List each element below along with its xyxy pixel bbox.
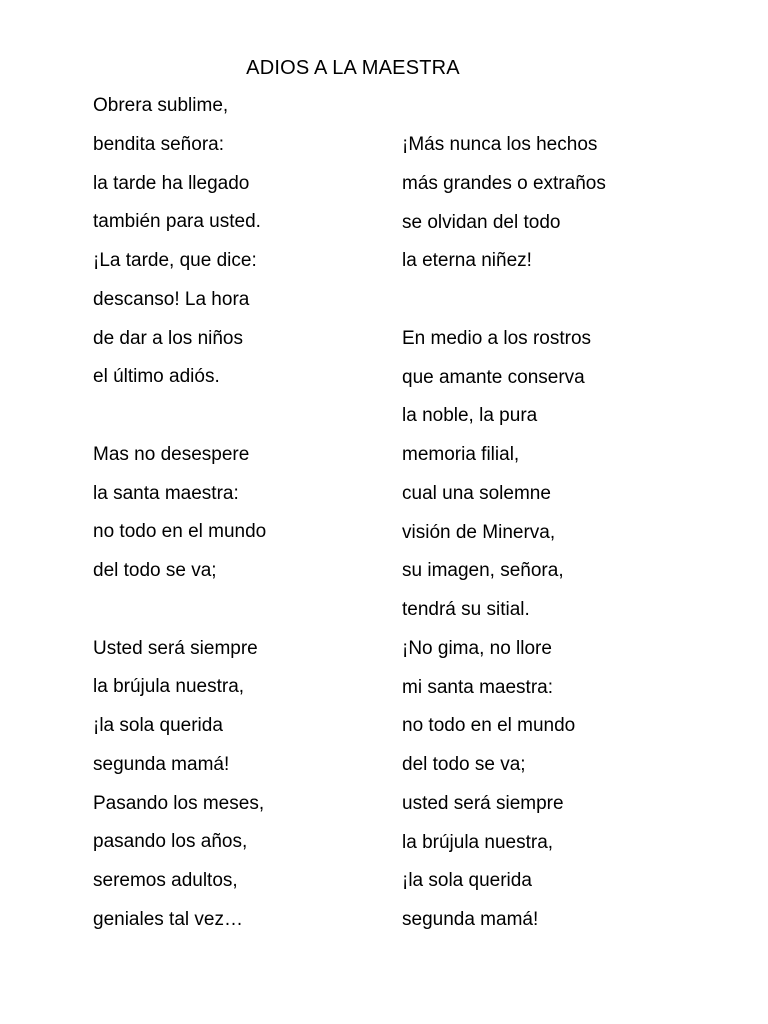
poem-line: segunda mamá! xyxy=(93,753,230,775)
poem-line: descanso! La hora xyxy=(93,288,250,310)
poem-line: visión de Minerva, xyxy=(402,521,556,543)
poem-line: la brújula nuestra, xyxy=(402,831,554,853)
poem-line: Pasando los meses, xyxy=(93,792,265,814)
poem-line: la brújula nuestra, xyxy=(93,676,245,698)
poem-line: Mas no desespere xyxy=(93,443,250,465)
poem-line: geniales tal vez… xyxy=(93,908,243,930)
poem-line: más grandes o extraños xyxy=(402,172,606,194)
poem-line: bendita señora: xyxy=(93,133,224,155)
poem-line: tendrá su sitial. xyxy=(402,599,530,620)
poem-line: segunda mamá! xyxy=(402,909,539,930)
poem-line: del todo se va; xyxy=(402,754,526,775)
poem-line: En medio a los rostros xyxy=(402,327,592,349)
poem-line: Usted será siempre xyxy=(93,637,258,659)
poem-title: ADIOS A LA MAESTRA xyxy=(246,57,460,79)
poem-line: la santa maestra: xyxy=(93,482,239,504)
poem-line: de dar a los niños xyxy=(93,327,243,349)
poem-line: no todo en el mundo xyxy=(402,715,576,737)
poem-line: también para usted. xyxy=(93,211,261,233)
poem-line: seremos adultos, xyxy=(93,870,238,891)
stanza-break xyxy=(402,287,606,326)
stanza-break xyxy=(93,597,266,636)
poem-line: memoria filial, xyxy=(402,444,520,465)
poem-line: ¡No gima, no llore xyxy=(402,637,552,659)
poem-line: su imagen, señora, xyxy=(402,560,564,582)
poem-line: del todo se va; xyxy=(93,560,217,581)
poem-line: ¡la sola querida xyxy=(402,870,532,892)
poem-line: la noble, la pura xyxy=(402,405,538,427)
poem-line: ¡Más nunca los hechos xyxy=(402,134,598,155)
poem-line: que amante conserva xyxy=(402,366,585,388)
poem-line: usted será siempre xyxy=(402,792,564,814)
poem-line: el último adiós. xyxy=(93,366,220,388)
poem-line: no todo en el mundo xyxy=(93,521,267,543)
poem-right-column xyxy=(402,132,606,946)
poem-line: cual una solemne xyxy=(402,482,551,504)
poem-line: ¡La tarde, que dice: xyxy=(93,250,257,271)
poem-line: la eterna niñez! xyxy=(402,250,532,272)
poem-left-column xyxy=(93,93,266,946)
poem-line: ¡la sola querida xyxy=(93,715,223,736)
poem-line: la tarde ha llegado xyxy=(93,172,250,194)
poem-line: Obrera sublime, xyxy=(93,95,229,116)
poem-line: pasando los años, xyxy=(93,831,248,853)
poem-line: mi santa maestra: xyxy=(402,676,553,698)
poem-line: se olvidan del todo xyxy=(402,211,561,233)
stanza-break xyxy=(93,403,266,442)
